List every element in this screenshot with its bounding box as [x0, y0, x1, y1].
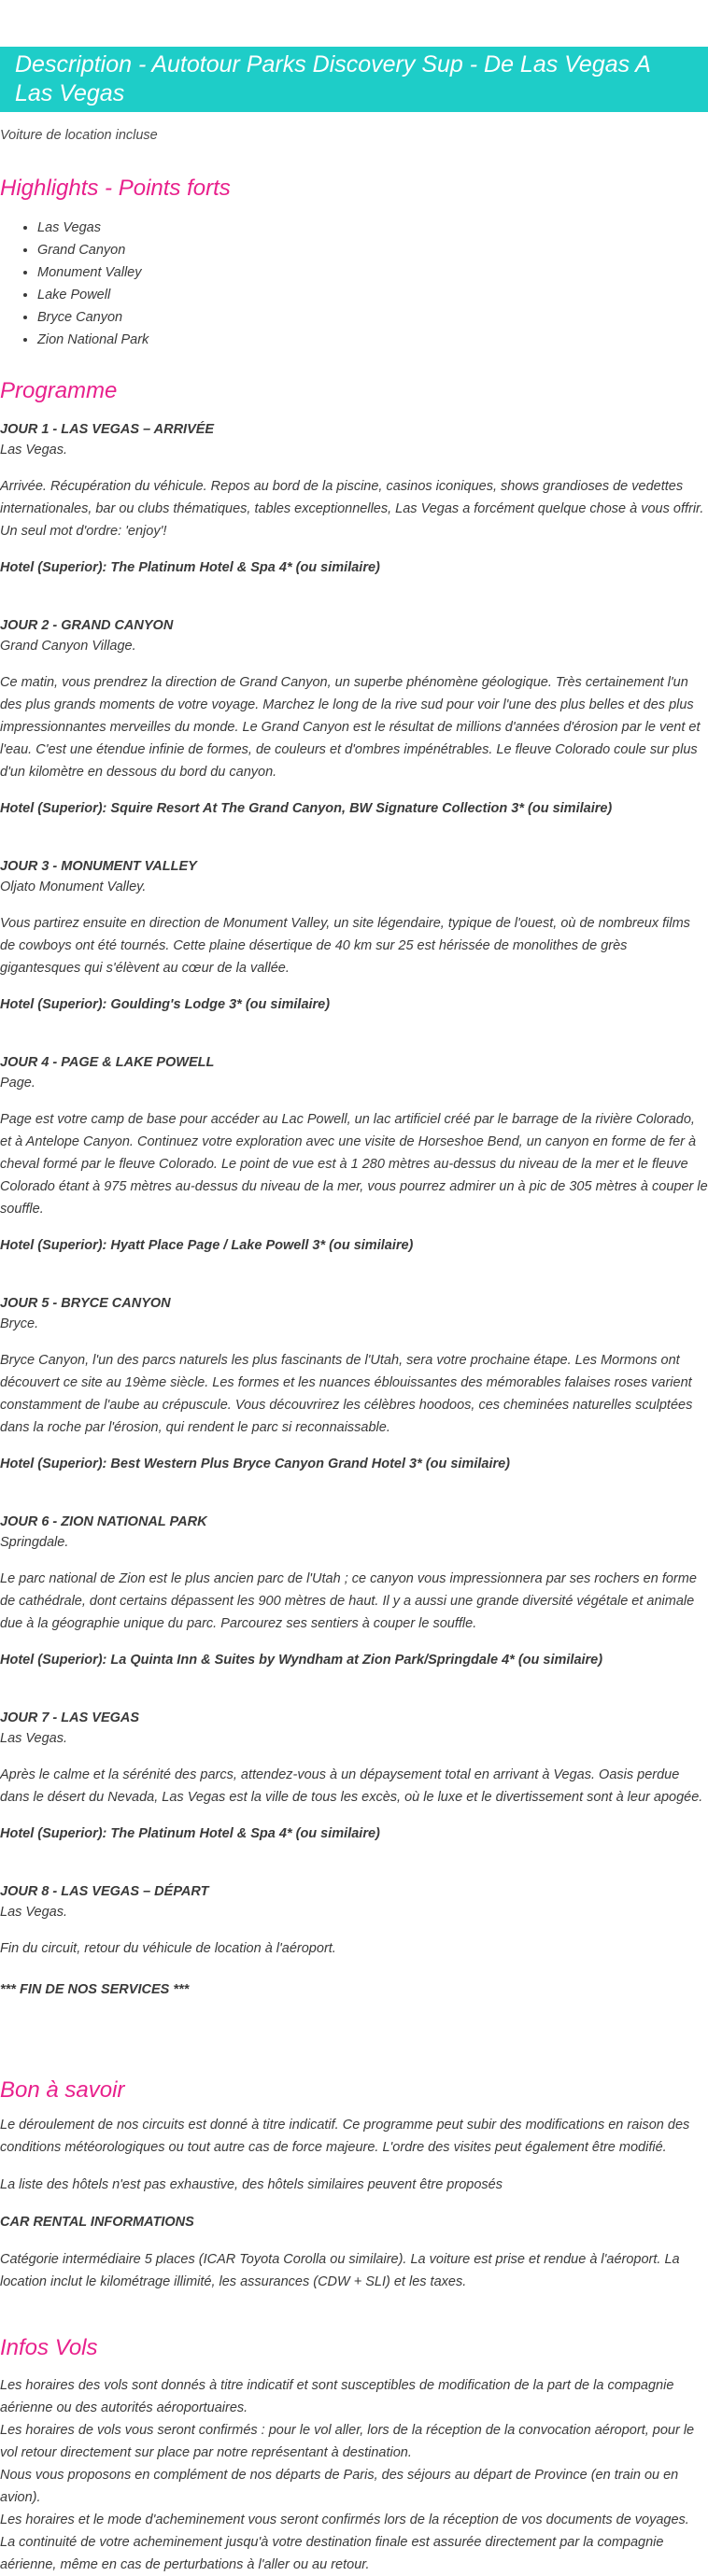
- highlights-list: [0, 217, 708, 351]
- day-title: JOUR 5 - BRYCE CANYON: [0, 1296, 171, 1311]
- page-title: Description - Autotour Parks Discovery Sup - De Las Vegas A Las Vegas: [15, 51, 650, 106]
- day-title: JOUR 8 - LAS VEGAS – DÉPART: [0, 1884, 209, 1899]
- day-description: Fin du circuit, retour du véhicule de location à l'aéroport.: [0, 1941, 336, 1956]
- page-title-banner: [0, 47, 708, 112]
- day-place: Springdale.: [0, 1535, 69, 1550]
- day-hotel: Hotel (Superior): Hyatt Place Page / Lake Powell 3* (ou similaire): [0, 1238, 414, 1253]
- day-hotel: Hotel (Superior): The Platinum Hotel & Spa 4* (ou similaire): [0, 1826, 380, 1841]
- day-place: Grand Canyon Village.: [0, 639, 136, 654]
- programme-days: [0, 419, 708, 1997]
- day-description: Ce matin, vous prendrez la direction de Grand Canyon, un superbe phénomène géologique. Très certainement l'un des plus grands moments de votre voyage. Marchez le long de la rive sud pour voir l'une des plus belles et des plus impressionnantes merveilles du monde. Le Grand Canyon est le résultat de millions d'années d'érosion par le vent et l'eau. C'est une étendue infinie de formes, de couleurs et d'ombres impénétrables. Le fleuve Colorado coule sur plus d'un kilomètre en dessous du bord du canyon.: [0, 675, 701, 780]
- bon-a-savoir-paragraph: Le déroulement de nos circuits est donné à titre indicatif. Ce programme peut subir des modifications en raison des conditions météorologiques ou tout autre cas de force majeure. L'ordre des visites peut également être modifié.: [0, 2118, 690, 2155]
- day-place: Las Vegas.: [0, 443, 68, 457]
- intro-text: Voiture de location incluse: [0, 128, 158, 143]
- day-place: Page.: [0, 1076, 35, 1091]
- day-6: [0, 1512, 708, 1670]
- infos-vols-line: Nous vous proposons en complément de nos départs de Paris, des séjours au départ de Province (en train ou en avion).: [0, 2468, 679, 2505]
- day-title: JOUR 6 - ZION NATIONAL PARK: [0, 1514, 207, 1529]
- day-title: JOUR 1 - LAS VEGAS – ARRIVÉE: [0, 422, 215, 437]
- day-title: JOUR 3 - MONUMENT VALLEY: [0, 859, 197, 874]
- day-7: [0, 1708, 708, 1844]
- day-description: Après le calme et la sérénité des parcs, attendez-vous à un dépaysement total en arrivant à Vegas. Oasis perdue dans le désert du Nevada, Las Vegas est la ville de tous les excès, où le luxe et le divertissement sont à leur apogée.: [0, 1767, 703, 1805]
- day-title: JOUR 2 - GRAND CANYON: [0, 618, 174, 633]
- day-hotel: Hotel (Superior): Goulding's Lodge 3* (ou similaire): [0, 997, 331, 1012]
- day-3: [0, 856, 708, 1015]
- day-description: Vous partirez ensuite en direction de Monument Valley, un site légendaire, typique de l'ouest, où de nombreux films de cowboys ont été tournés. Cette plaine désertique de 40 km sur 25 est hérissée de monolithes de grès gigantesques qui s'élèvent au cœur de la vallée.: [0, 916, 690, 976]
- infos-vols-content: [0, 2374, 708, 2576]
- highlight-item: • Lake Powell: [37, 284, 708, 306]
- highlights-title: Highlights - Points forts: [0, 176, 231, 201]
- infos-vols-line: Les horaires et le mode d'acheminement vous seront confirmés lors de la réception de vos documents de voyages.: [0, 2513, 689, 2527]
- day-hotel: Hotel (Superior): Squire Resort At The Grand Canyon, BW Signature Collection 3* (ou similaire): [0, 801, 613, 816]
- car-rental-text: Catégorie intermédiaire 5 places (ICAR Toyota Corolla ou similaire). La voiture est prise et rendue à l'aéroport. La location inclut le kilométrage illimité, les assurances (CDW + SLI) et les taxes.: [0, 2252, 680, 2289]
- day-title: JOUR 7 - LAS VEGAS: [0, 1710, 140, 1725]
- bon-a-savoir-title: Bon à savoir: [0, 2077, 125, 2103]
- day-description: Le parc national de Zion est le plus ancien parc de l'Utah ; ce canyon vous impressionnera par ses rochers en forme de cathédrale, dont certains dépassent les 900 mètres de haut. Il y a aussi une grande diversité végétale et animale due à la géographie unique du parc. Parcourez ses sentiers à couper le souffle.: [0, 1571, 697, 1631]
- bon-a-savoir-paragraph: La liste des hôtels n'est pas exhaustive, des hôtels similaires peuvent être proposés: [0, 2177, 503, 2192]
- infos-vols-line: Les horaires des vols sont donnés à titre indicatif et sont susceptibles de modification de la part de la compagnie aérienne ou des autorités aéroportuaires.: [0, 2378, 674, 2415]
- day-hotel: Hotel (Superior): La Quinta Inn & Suites by Wyndham at Zion Park/Springdale 4* (ou similaire): [0, 1653, 603, 1668]
- highlight-item: • Las Vegas: [37, 217, 708, 239]
- highlight-item: • Grand Canyon: [37, 239, 708, 261]
- day-hotel: Hotel (Superior): Best Western Plus Bryce Canyon Grand Hotel 3* (ou similaire): [0, 1457, 511, 1471]
- day-description: Page est votre camp de base pour accéder au Lac Powell, un lac artificiel créé par le barrage de la rivière Colorado, et à Antelope Canyon. Continuez votre exploration avec une visite de Horseshoe Bend, un canyon en forme de fer à cheval formé par le fleuve Colorado. Le point de vue est à 1 280 mètres au-dessus du niveau de la mer et le fleuve Colorado étant à 975 mètres au-dessus du niveau de la mer, vous pourrez admirer un à pic de 305 mètres à couper le souffle.: [0, 1112, 708, 1217]
- day-hotel: Hotel (Superior): The Platinum Hotel & Spa 4* (ou similaire): [0, 560, 380, 575]
- day-place: Oljato Monument Valley.: [0, 880, 147, 894]
- day-8: [0, 1881, 708, 1960]
- day-5: [0, 1293, 708, 1474]
- infos-vols-title: Infos Vols: [0, 2335, 98, 2360]
- car-rental-title: CAR RENTAL INFORMATIONS: [0, 2215, 194, 2230]
- highlight-item: • Monument Valley: [37, 261, 708, 284]
- bon-a-savoir-content: [0, 2114, 708, 2308]
- day-description: Bryce Canyon, l'un des parcs naturels les plus fascinants de l'Utah, sera votre prochaine étape. Les Mormons ont découvert ce site au 19ème siècle. Les formes et les nuances éblouissantes des mémorables falaises roses varient constamment de l'aube au crépuscule. Vous découvrirez les célèbres hoodoos, ces cheminées naturelles sculptées dans la roche par l'érosion, qui rendent le parc si reconnaissable.: [0, 1353, 693, 1435]
- day-title: JOUR 4 - PAGE & LAKE POWELL: [0, 1055, 215, 1070]
- highlight-item: • Zion National Park: [37, 329, 708, 351]
- day-1: [0, 419, 708, 578]
- infos-vols-line: La continuité de votre acheminement jusqu'à votre destination finale est assurée directement par la compagnie aérienne, même en cas de perturbations à l'aller ou au retour.: [0, 2535, 664, 2572]
- highlight-item: • Bryce Canyon: [37, 306, 708, 329]
- infos-vols-line: Les horaires de vols vous seront confirmés : pour le vol aller, lors de la réception de la convocation aéroport, pour le vol retour directement sur place par notre représentant à destination.: [0, 2423, 695, 2460]
- day-2: [0, 615, 708, 819]
- programme-title: Programme: [0, 378, 118, 403]
- day-place: Las Vegas.: [0, 1905, 68, 1920]
- day-place: Las Vegas.: [0, 1731, 68, 1746]
- end-of-services: *** FIN DE NOS SERVICES ***: [0, 1982, 190, 1997]
- day-description: Arrivée. Récupération du véhicule. Repos au bord de la piscine, casinos iconiques, shows grandioses de vedettes internationales, bar ou clubs thématiques, tables exceptionnelles, Las Vegas a forcément quelque chose à vous offrir. Un seul mot d'ordre: 'enjoy'!: [0, 479, 704, 539]
- day-4: [0, 1052, 708, 1256]
- day-place: Bryce.: [0, 1316, 39, 1331]
